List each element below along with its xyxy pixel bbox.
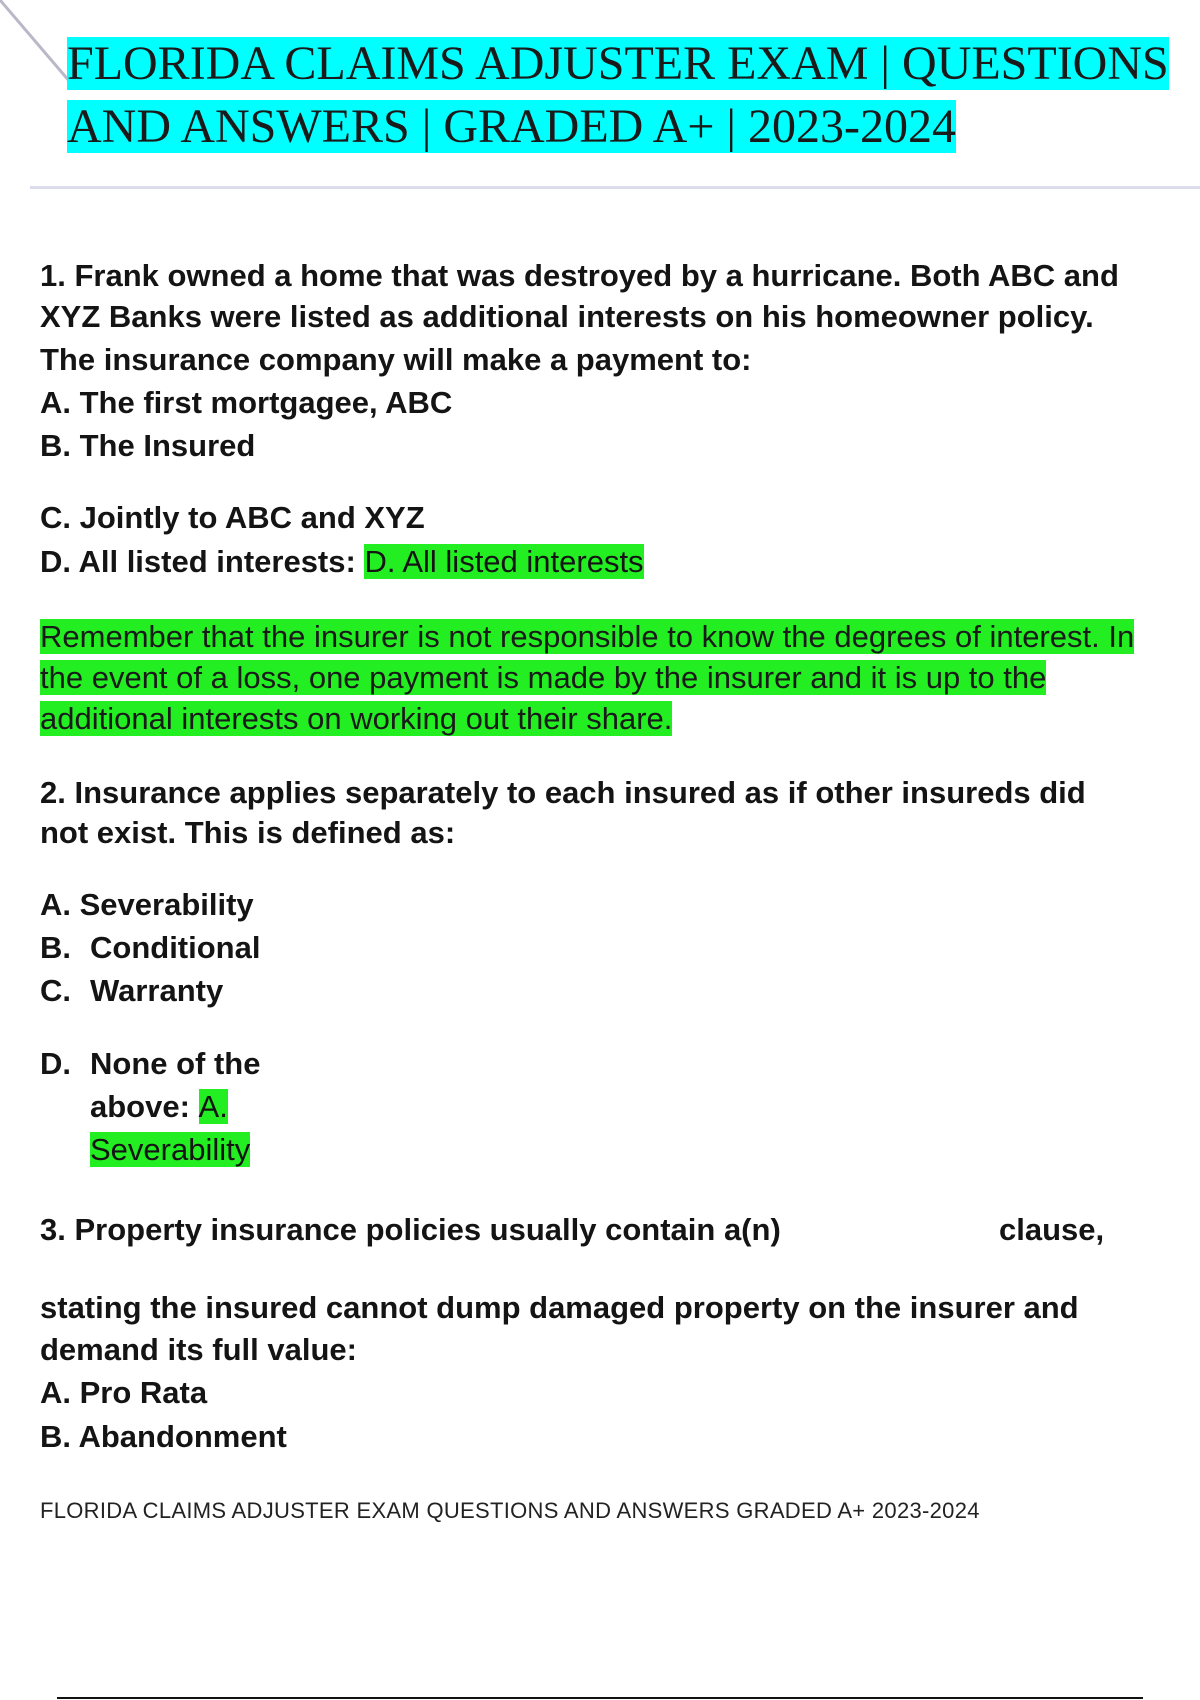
option-letter: B. [40, 930, 71, 965]
title-line-2: AND ANSWERS | GRADED A+ | 2023-2024 [67, 100, 956, 153]
explanation-line-3: additional interests on working out their share. [40, 701, 673, 736]
option-letter: D. [40, 1046, 71, 1081]
page-footer: FLORIDA CLAIMS ADJUSTER EXAM QUESTIONS AND ANSWERS GRADED A+ 2023-2024 [40, 1498, 980, 1523]
question-3-option-b [40, 1416, 287, 1458]
question-1-option-b: B. The Insured [40, 428, 256, 463]
question-1-option-d [40, 541, 644, 583]
question-1-line-3: The insurance company will make a payment to: [40, 342, 752, 377]
option-text: Warranty [90, 973, 224, 1008]
explanation-line-1: Remember that the insurer is not responsible to know the degrees of interest. In [40, 619, 1135, 654]
question-2-option-d-cont [90, 1086, 228, 1128]
question-2-line-2: not exist. This is defined as: [40, 815, 456, 850]
question-2-answer-part-1: A. [198, 1089, 228, 1124]
header-divider [30, 186, 1200, 189]
option-letter: C. [40, 500, 71, 535]
option-letter: A. [40, 1375, 71, 1410]
question-2-answer-cont [90, 1129, 250, 1171]
option-text: None of the [90, 1046, 261, 1081]
option-letter: C. [40, 973, 71, 1008]
question-1-explanation [40, 616, 1190, 739]
question-2-option-b [40, 927, 260, 969]
option-text: Jointly to ABC and XYZ [79, 500, 425, 535]
page-title [67, 32, 1187, 158]
option-letter: B. [40, 1419, 71, 1454]
option-text: Pro Rata [79, 1375, 208, 1410]
question-1-option-c [40, 497, 425, 539]
option-letter: D. [40, 544, 71, 579]
question-2-answer-part-2: Severability [90, 1132, 251, 1167]
question-1-option-a: A. The first mortgagee, ABC [40, 385, 453, 420]
option-text: Conditional [90, 930, 261, 965]
question-3-line-2: stating the insured cannot dump damaged property on the insurer and [40, 1290, 1079, 1325]
question-1-line-2: XYZ Banks were listed as additional interests on his homeowner policy. [40, 299, 1094, 334]
question-3-line-3: demand its full value: [40, 1332, 357, 1367]
question-2-option-c [40, 970, 223, 1012]
title-line-1: FLORIDA CLAIMS ADJUSTER EXAM | QUESTIONS [67, 37, 1169, 90]
question-2-option-d [40, 1043, 261, 1085]
question-3-line-1: 3. Property insurance policies usually contain a(n) [40, 1212, 781, 1247]
question-1-line-1: 1. Frank owned a home that was destroyed by a hurricane. Both ABC and [40, 258, 1119, 293]
question-1-answer: D. All listed interests [364, 544, 644, 579]
option-text: All listed interests: [78, 544, 356, 579]
bottom-divider [57, 1697, 1143, 1699]
question-3-option-a [40, 1372, 207, 1414]
question-3-line-1-end: clause, [999, 1212, 1105, 1247]
question-2-option-a: A. Severability [40, 887, 254, 922]
option-text: Abandonment [78, 1419, 287, 1454]
explanation-line-2: the event of a loss, one payment is made by the insurer and it is up to the [40, 660, 1047, 695]
question-2-line-1: 2. Insurance applies separately to each insured as if other insureds did [40, 775, 1086, 810]
option-text: above: [90, 1089, 190, 1124]
